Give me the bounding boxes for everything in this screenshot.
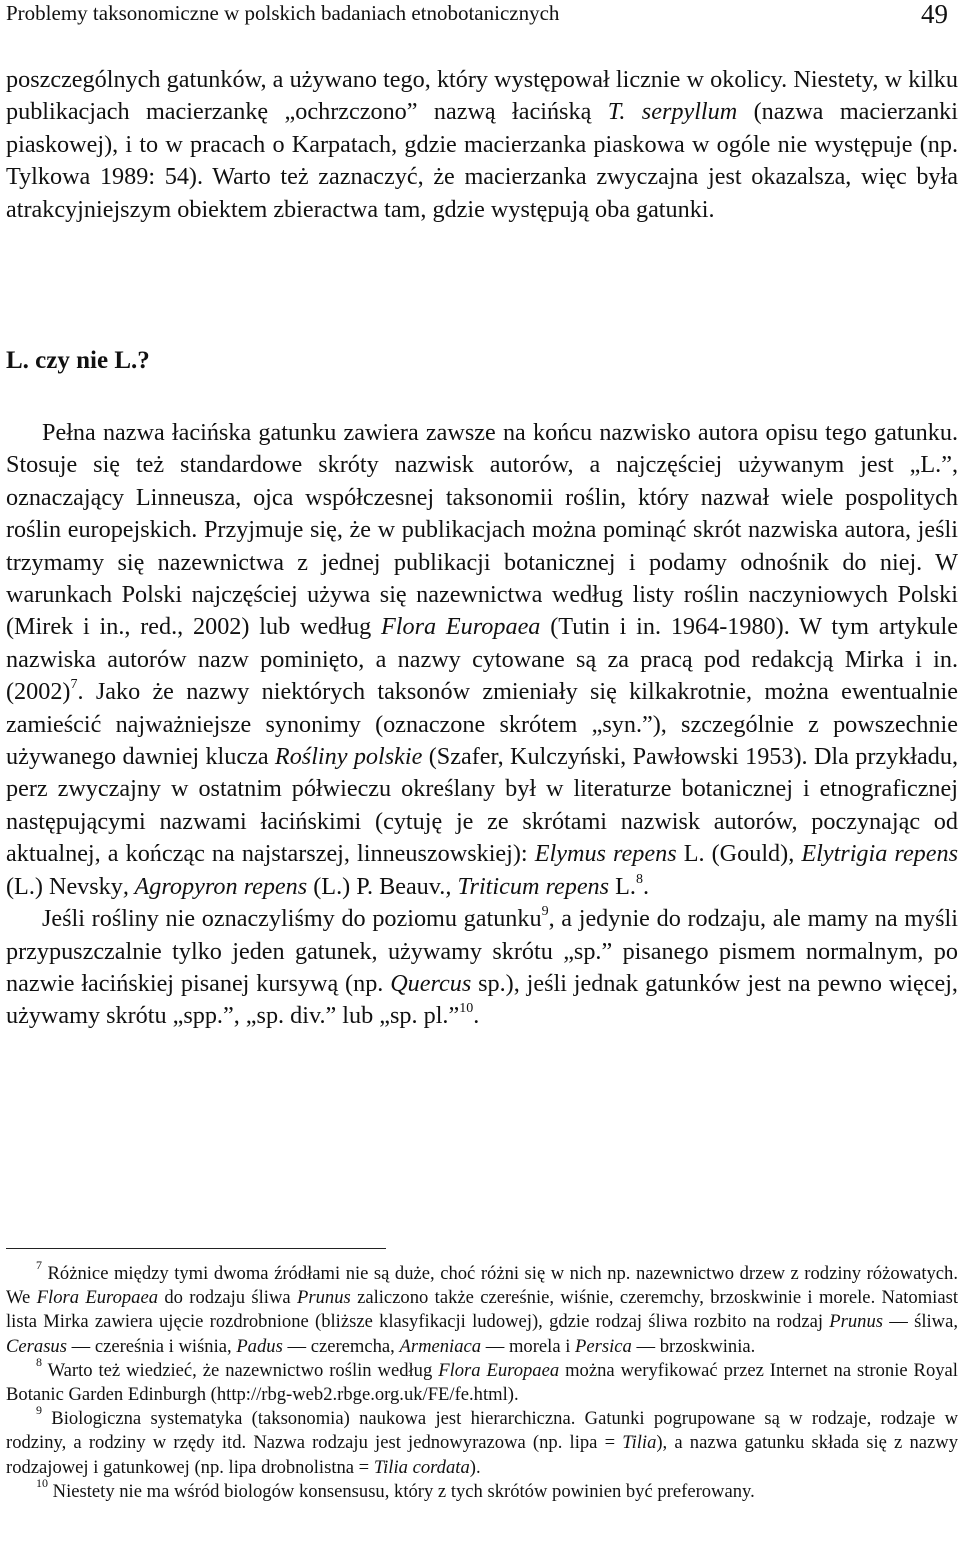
page-number: 49 [921,0,948,29]
footnote-10: $^{10}$ Niestety nie ma wśród biologów konsensusu, który z tych skrótów powinien być preferowany. [36,1475,755,1502]
section-body [6,417,958,1033]
paragraph-continued [6,64,958,226]
footnote-ref-8[interactable]: 8 [635,871,643,887]
species-name: , Agropyron repens [122,872,308,900]
title-italic: Rośliny polskie [274,743,423,771]
species-name: T. serpyllum [607,98,738,126]
species-name: Elymus repens [534,840,677,868]
footnote-9: $^9$ Biologiczna systematyka (taksonomia) naukowa jest hierarchiczna. Gatunki pogrupowane są w rodzaje, rodzaje w rodziny, a rodziny w rzędy itd. Nazwa rodzaju jest jednowyrazowa (np. lipa = Tilia), a nazwa gatunku składa się z nazwy rodzajowej i gatunkowej (np. lipa drobnolistna = Tilia cordata). [6,1403,958,1478]
footnote-ref-10[interactable]: 10 [459,1001,474,1017]
footnotes [6,1257,958,1504]
footnote-number: 9 [36,1403,42,1418]
paragraph-author-names: Pełna nazwa łacińska gatunku zawiera zawsze na końcu nazwisko autora opisu tego gatunku. Stosuje się też standardowe skróty nazwisk autorów, a najczęściej używanym jest „L.”, oznaczający Linneusza, ojca współczesnej taksonomii roślin, który nazwał wiele pospolitych roślin europejskich. Przyjmuje się, że w publikacjach można pominąć skrót nazwiska autora, jeśli trzymamy się nazewnictwa z jednej publikacji botanicznej i podamy odnośnik do niej. W warunkach Polski najczęściej używa się nazewnictwa według listy roślin naczyniowych Polski (Mirek i in., red., 2002) lub według Flora Europaea (Tutin i in. 1964-1980). W tym artykule nazwiska autorów nazw pominięto, a nazwy cytowane są za pracą pod redakcją Mirka i in. $(2002)^7$. Jako że nazwy niektórych taksonów zmieniały się kilkakrotnie, można ewentualnie zamieścić najważniejsze synonimy (oznaczone skrótem „syn.”), szczególnie z powszechnie używanego dawniej klucza Rośliny polskie (Szafer, Kulczyński, Pawłowski 1953). Dla przykładu, perz zwyczajny w ostatnim półwieczu określany był w literaturze botanicznej i etnograficznej następującymi nazwami łacińskimi (cytuję je ze skrótami nazwisk autorów, poczynając od aktualnej, a kończąc na najstarszej, linneuszowskiej): Elymus repens L. (Gould), Elytrigia repens (L.) Nevsky, Agropyron repens (L.) P. Beauv., Triticum repens L.$^8$. [6,419,959,900]
footnote-number: 7 [36,1257,42,1272]
footnote-7: $^7$ Różnice między tymi dwoma źródłami nie są duże, choć różni się w nich np. nazewnictwo drzew z rodziny różowatych. We Flora Europaea do rodzaju śliwa Prunus zaliczono także czereśnie, wiśnie, czeremchy, brzoskwinie i morele. Natomiast lista Mirka zawiera ujęcie rozdrobnione (bliższe klasyfikacji ludowej), gdzie rodzaj śliwa rozbito na rodzaj Prunus — śliwa, Cerasus — czereśnia i wiśnia, Padus — czeremcha, Armeniaca — morela i Persica — brzoskwinia. [6,1257,958,1357]
species-name: Quercus [390,969,472,997]
paragraph-text: (nazwa macierzanki piaskowej), i to w pracach o Karpatach, gdzie macierzanka piaskowa w ogóle nie występuje (np. Tylkowa 1989: 54). Warto też zaznaczyć, że macierzanka zwyczajna jest okazalsza, więc była atrakcyjniejszym obiektem zbieractwa tam, gdzie występują oba gatunki. [6,98,958,223]
footnote-number: 8 [36,1354,42,1369]
footnote-ref-9[interactable]: 9 [541,904,549,920]
paragraph-sp-abbrev: Jeśli rośliny nie oznaczyliśmy do poziomu gatunku$^9$, a jedynie do rodzaju, ale mamy na myśli przypuszczalnie tylko jeden gatunek, używamy skrótu „sp.” pisanego pismem normalnym, po nazwie łacińskiej pisanej kursywą (np. Quercus sp.), jeśli jednak gatunków jest na pewno więcej, używamy skrótu „spp.”, „sp. div.” lub „sp. pl.”$^{10}$. [6,904,958,1030]
footnote-8: $^8$ Warto też wiedzieć, że nazewnictwo roślin według Flora Europaea można weryfikować przez Internet na stronie Royal Botanic Garden Edinburgh (http://rbg-web2.rbge.org.uk/FE/fe.html). [6,1354,958,1406]
page-header [6,0,952,30]
species-name: , Elytrigia repens [788,840,959,868]
footnote-ref-7[interactable]: 7 [70,677,78,693]
section-heading: L. czy nie L.? [6,347,150,374]
running-title: Problemy taksonomiczne w polskich badaniach etnobotanicznych [6,1,560,25]
footnote-separator [6,1248,386,1249]
paragraph-text: poszczególnych gatunków, a używano tego, który występował licznie w okolicy. Niestety, w kilku publikacjach macierzankę „ochrzczono” nazwą łacińską [6,66,958,126]
title-italic: Flora Europaea [381,613,541,641]
footnote-number: 10 [36,1475,48,1490]
footnote-text-with-url: można weryfikować przez Internet na stronie Royal Botanic Garden Edinburgh (http://rbg-web2.rbge.org.uk/FE/fe.html). [6,1359,958,1406]
species-name: , Triticum repens [445,872,610,900]
